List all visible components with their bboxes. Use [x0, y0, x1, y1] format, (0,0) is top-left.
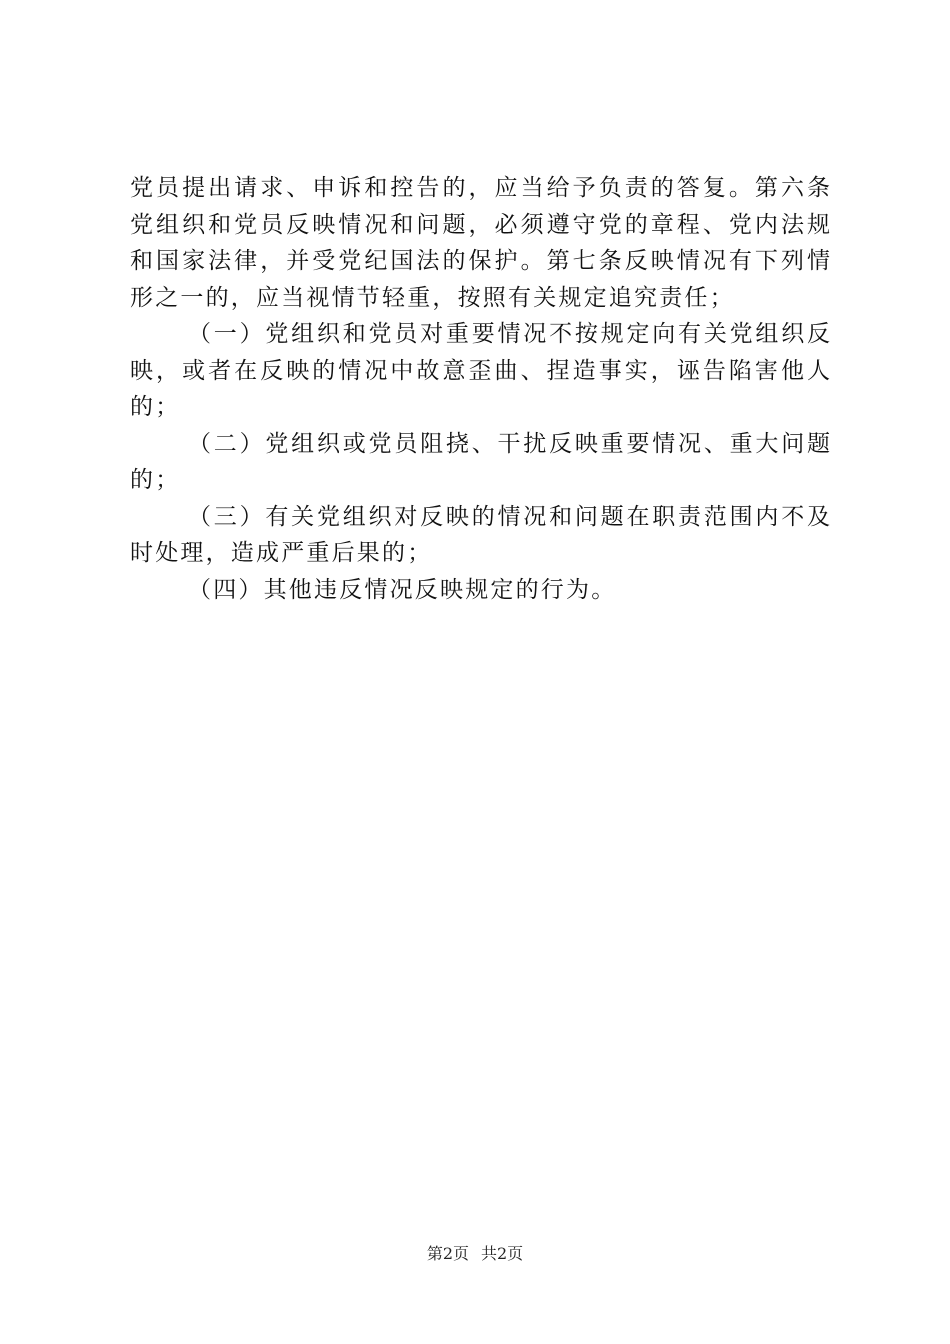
paragraph-line: 党组织和党员反映情况和问题，必须遵守党的章程、党内法规 — [130, 211, 830, 238]
list-item-line: （一）党组织和党员对重要情况不按规定向有关党组织反 — [188, 321, 830, 347]
list-item-line: 映，或者在反映的情况中故意歪曲、捏造事实，诬告陷害他人 — [130, 357, 830, 384]
page-total: 共2页 — [481, 1244, 524, 1263]
document-body — [130, 170, 830, 608]
list-item-line: 时处理，造成严重后果的； — [130, 540, 433, 566]
list-item-line: （三）有关党组织对反映的情况和问题在职责范围内不及 — [188, 503, 830, 530]
list-item-line: 的； — [130, 394, 181, 420]
paragraph-line: 形之一的，应当视情节轻重，按照有关规定追究责任； — [130, 284, 735, 311]
list-item-line: 的； — [130, 467, 181, 493]
page-number: 第2页 — [426, 1244, 469, 1263]
paragraph-line: 和国家法律，并受党纪国法的保护。第七条反映情况有下列情 — [130, 248, 830, 274]
list-item-line: （四）其他违反情况反映规定的行为。 — [188, 576, 617, 603]
page-footer — [0, 1243, 950, 1265]
list-item-line: （二）党组织或党员阻挠、干扰反映重要情况、重大问题 — [188, 430, 830, 457]
paragraph-line: 党员提出请求、申诉和控告的，应当给予负责的答复。第六条 — [130, 175, 830, 201]
